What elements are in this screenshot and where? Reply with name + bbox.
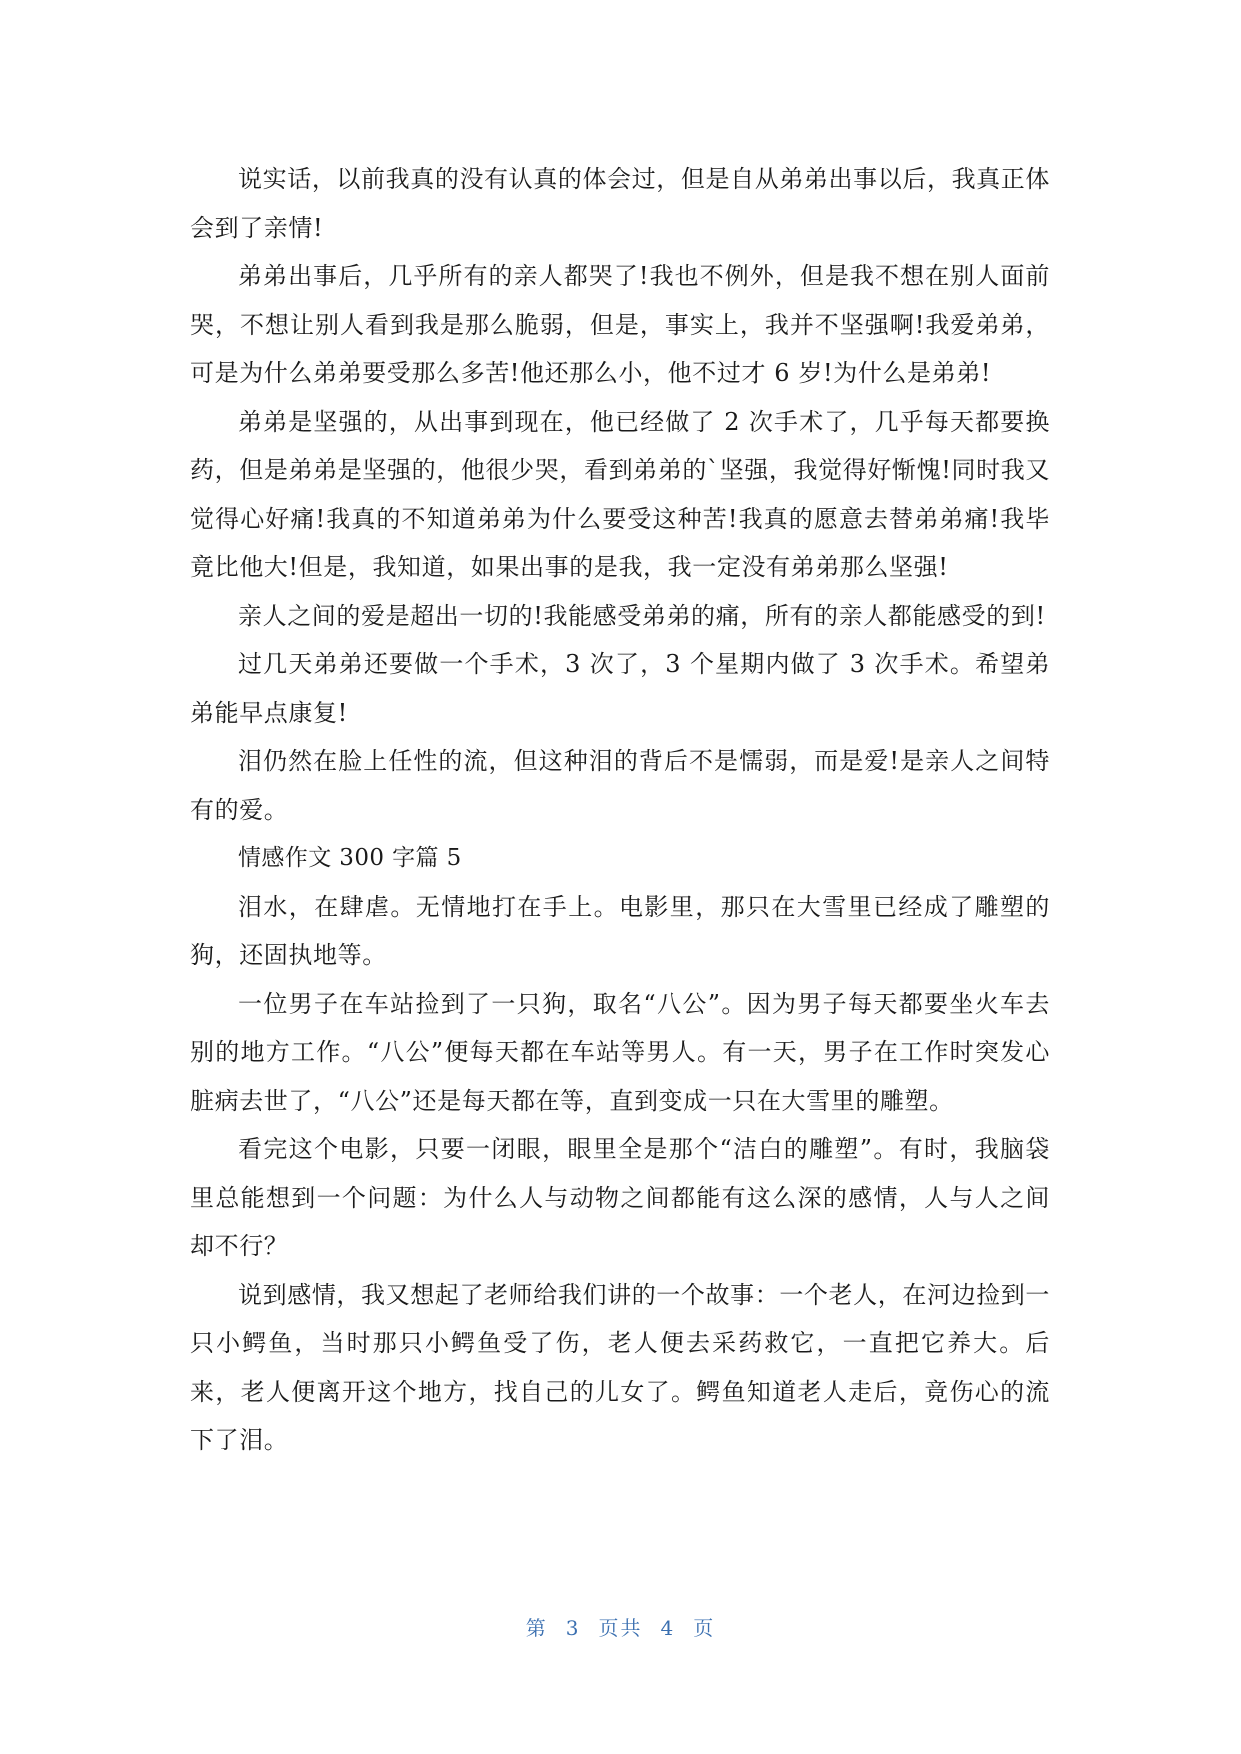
footer-middle: 页共 [598,1616,643,1640]
paragraph: 泪水，在肆虐。无情地打在手上。电影里，那只在大雪里已经成了雕塑的狗，还固执地等。 [190,892,1050,969]
paragraph: 说到感情，我又想起了老师给我们讲的一个故事：一个老人，在河边捡到一只小鳄鱼，当时那只小鳄鱼受了伤，老人便去采药救它，一直把它养大。后来，老人便离开这个地方，找自己的儿女了。鳄鱼知道老人走后，竟伤心的流下了泪。 [190,1280,1050,1454]
page-footer [0,1612,1241,1641]
footer-suffix: 页 [693,1616,716,1640]
paragraph: 说实话，以前我真的没有认真的体会过，但是自从弟弟出事以后，我真正体会到了亲情! [190,165,1050,242]
paragraph: 弟弟出事后，几乎所有的亲人都哭了!我也不例外，但是我不想在别人面前哭，不想让别人看到我是那么脆弱，但是，事实上，我并不坚强啊!我爱弟弟，可是为什么弟弟要受那么多苦!他还那么小，他不过才 6 岁!为什么是弟弟! [190,262,1050,387]
paragraph: 弟弟是坚强的，从出事到现在，他已经做了 2 次手术了，几乎每天都要换药，但是弟弟是坚强的，他很少哭，看到弟弟的`坚强，我觉得好惭愧!同时我又觉得心好痛!我真的不知道弟弟为什么要受这种苦!我真的愿意去替弟弟痛!我毕竟比他大!但是，我知道，如果出事的是我，我一定没有弟弟那么坚强! [190,407,1050,581]
paragraph: 一位男子在车站捡到了一只狗，取名“八公”。因为男子每天都要坐火车去别的地方工作。“八公”便每天都在车站等男人。有一天，男子在工作时突发心脏病去世了，“八公”还是每天都在等，直到变成一只在大雪里的雕塑。 [190,989,1050,1115]
paragraph: 亲人之间的爱是超出一切的!我能感受弟弟的痛，所有的亲人都能感受的到! [238,601,1046,630]
paragraph: 泪仍然在脸上任性的流，但这种泪的背后不是懦弱，而是爱!是亲人之间特有的爱。 [190,747,1050,824]
paragraph: 看完这个电影，只要一闭眼，眼里全是那个“洁白的雕塑”。有时，我脑袋里总能想到一个问题：为什么人与动物之间都能有这么深的感情，人与人之间却不行？ [190,1135,1050,1260]
paragraph: 过几天弟弟还要做一个手术，3 次了，3 个星期内做了 3 次手术。希望弟弟能早点康复! [190,650,1050,727]
total-pages-number: 4 [660,1616,676,1640]
document-body [190,155,1050,1465]
footer-prefix: 第 [525,1616,548,1640]
current-page-number: 3 [565,1616,581,1640]
section-heading: 情感作文 300 字篇 5 [238,845,462,871]
